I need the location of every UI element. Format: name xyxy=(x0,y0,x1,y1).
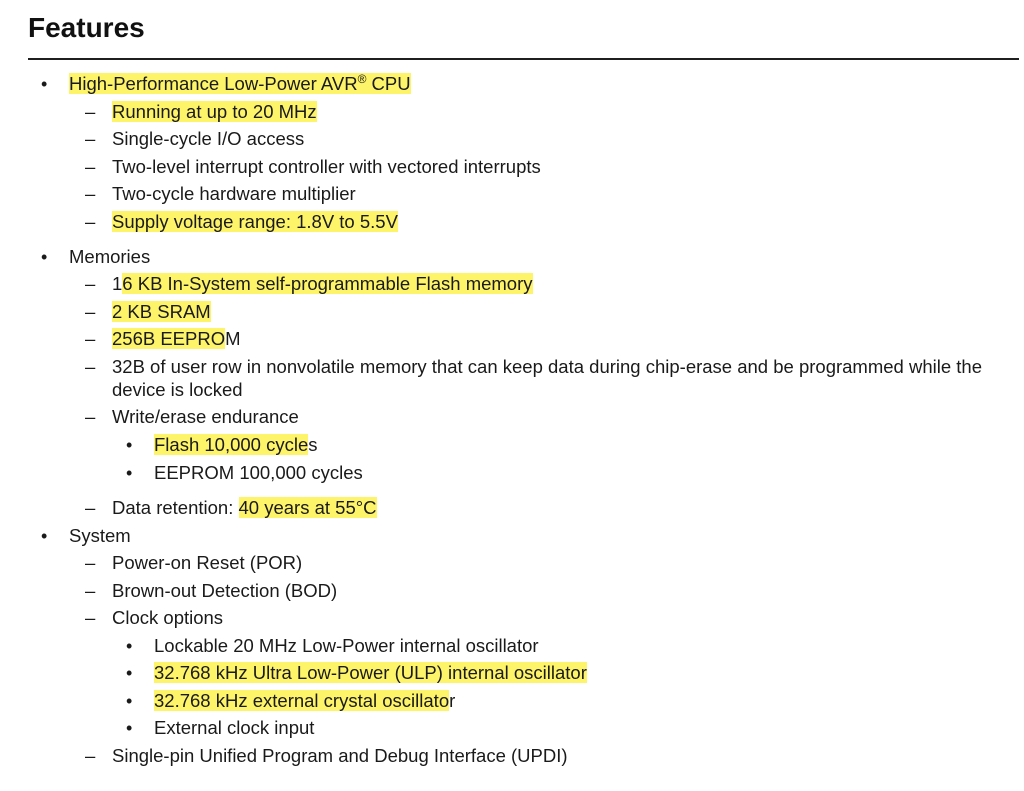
mem-sram: 2 KB SRAM xyxy=(112,301,211,322)
bullet-marker: • xyxy=(126,718,133,738)
dash-marker: – xyxy=(85,128,96,149)
dash-marker: – xyxy=(85,406,96,427)
dash-marker: – xyxy=(85,356,96,377)
dash-marker: – xyxy=(85,183,96,204)
system-heading: System xyxy=(69,525,131,546)
dash-marker: – xyxy=(85,101,96,122)
mem-flash: 16 KB In-System self-programmable Flash memory xyxy=(112,273,533,294)
bullet-marker: • xyxy=(41,247,48,267)
bullet-marker: • xyxy=(126,463,133,483)
sys-por: Power-on Reset (POR) xyxy=(112,552,303,573)
sys-ulp: 32.768 kHz Ultra Low-Power (ULP) internal oscillator xyxy=(154,662,587,683)
cpu-running: Running at up to 20 MHz xyxy=(112,101,317,122)
dash-marker: – xyxy=(85,211,96,232)
sys-osc20: Lockable 20 MHz Low-Power internal oscillator xyxy=(154,635,539,656)
sys-clock: Clock options xyxy=(112,607,224,628)
mem-userrow-line1: 32B of user row in nonvolatile memory that can keep data during chip-erase and be programmed while the xyxy=(112,356,982,377)
sys-extclk: External clock input xyxy=(154,717,315,738)
bullet-marker: • xyxy=(126,435,133,455)
dash-marker: – xyxy=(85,745,96,766)
cpu-supply: Supply voltage range: 1.8V to 5.5V xyxy=(112,211,398,232)
mem-endurance: Write/erase endurance xyxy=(112,406,299,427)
dash-marker: – xyxy=(85,328,96,349)
dash-marker: – xyxy=(85,580,96,601)
mem-flash-cycles: Flash 10,000 cycles xyxy=(154,434,318,455)
cpu-io: Single-cycle I/O access xyxy=(112,128,305,149)
bullet-marker: • xyxy=(41,526,48,546)
memories-heading: Memories xyxy=(69,246,151,267)
cpu-mult: Two-cycle hardware multiplier xyxy=(112,183,356,204)
bullet-marker: • xyxy=(126,636,133,656)
sys-bod: Brown-out Detection (BOD) xyxy=(112,580,338,601)
title-rule xyxy=(28,58,1019,60)
dash-marker: – xyxy=(85,156,96,177)
mem-userrow-line2: device is locked xyxy=(112,379,243,400)
dash-marker: – xyxy=(85,273,96,294)
dash-marker: – xyxy=(85,497,96,518)
cpu-irq: Two-level interrupt controller with vectored interrupts xyxy=(112,156,541,177)
bullet-marker: • xyxy=(41,74,48,94)
dash-marker: – xyxy=(85,301,96,322)
dash-marker: – xyxy=(85,607,96,628)
cpu-heading: High-Performance Low-Power AVR® CPU xyxy=(69,72,411,94)
bullet-marker: • xyxy=(126,663,133,683)
sys-xtal: 32.768 kHz external crystal oscillator xyxy=(154,690,456,711)
sys-updi: Single-pin Unified Program and Debug Interface (UPDI) xyxy=(112,745,568,766)
page-title: Features xyxy=(28,12,145,43)
mem-eeprom: 256B EEPROM xyxy=(112,328,241,349)
bullet-marker: • xyxy=(126,691,133,711)
mem-retention: Data retention: 40 years at 55°C xyxy=(112,497,377,518)
dash-marker: – xyxy=(85,552,96,573)
mem-eeprom-cycles: EEPROM 100,000 cycles xyxy=(154,462,363,483)
